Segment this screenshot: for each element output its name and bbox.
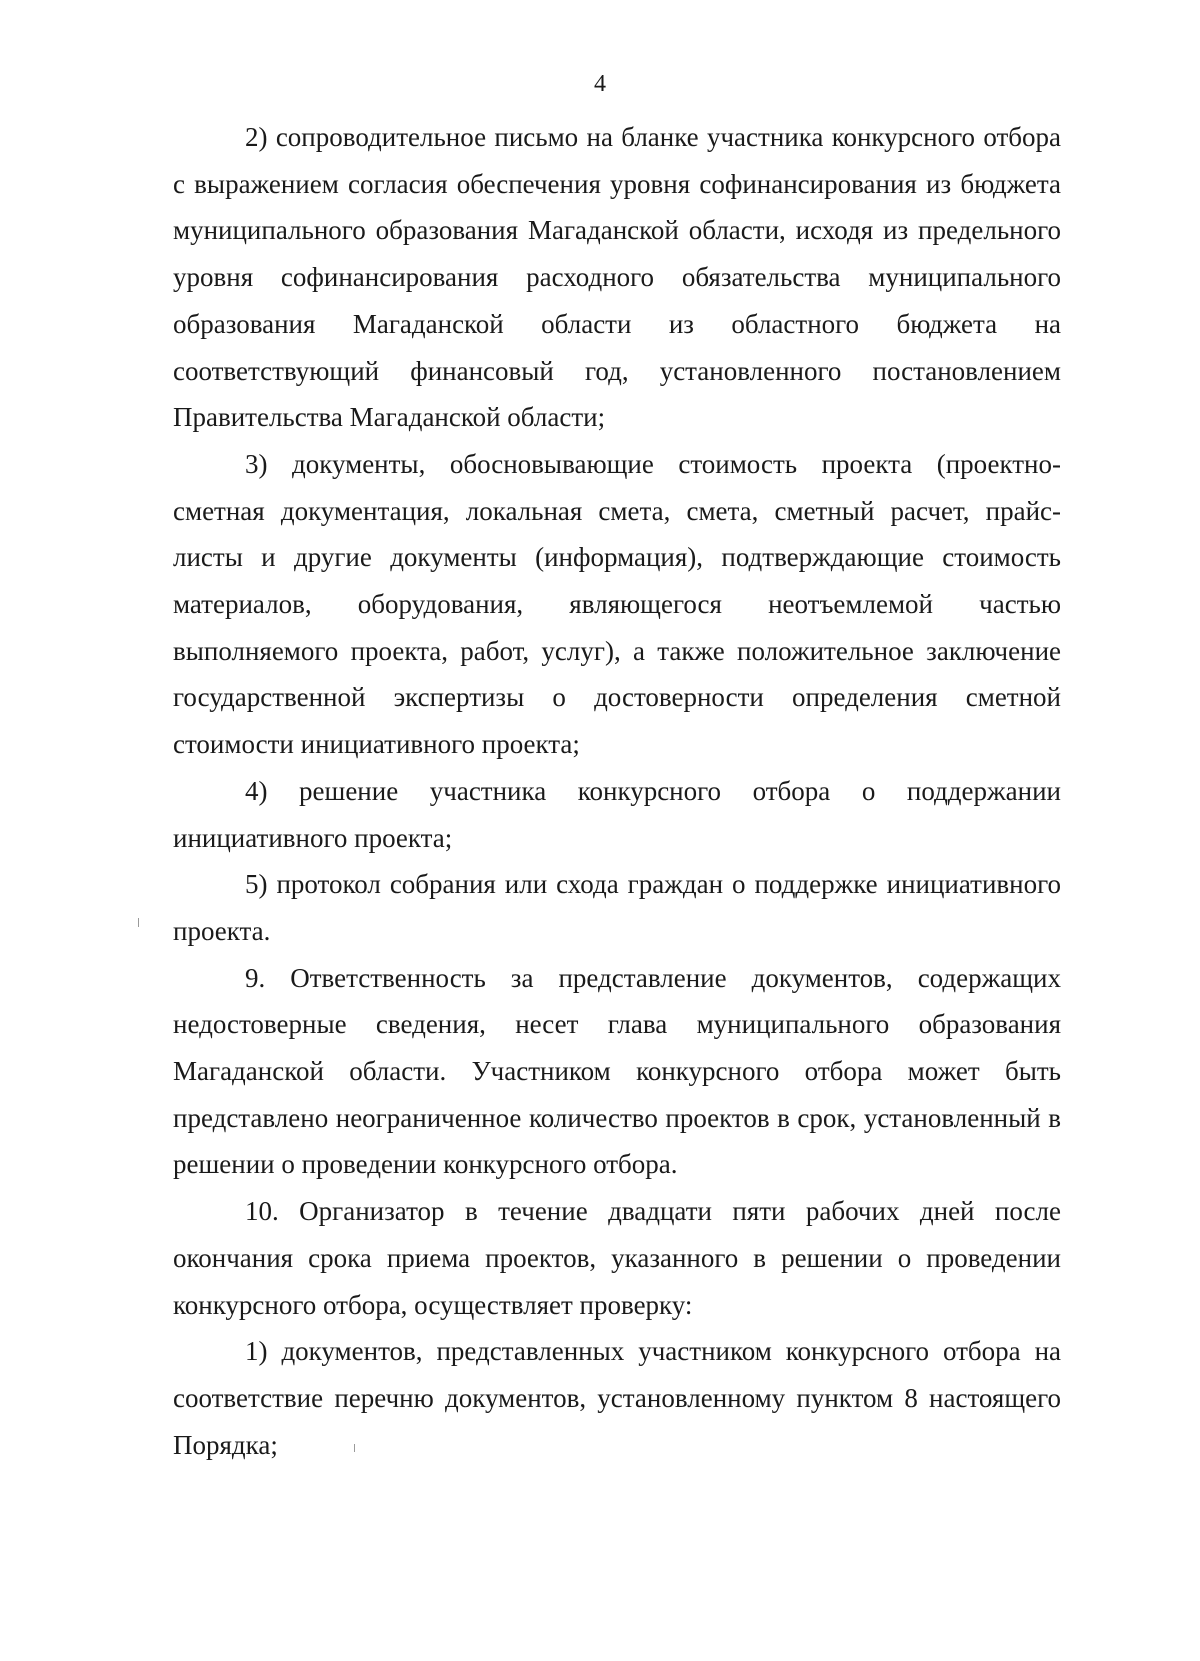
- paragraph-clause-10-organizer-check: 10. Организатор в течение двадцати пяти рабочих дней после окончания срока приема проектов, указанного в решении о проведении конкурсного отбора, осуществляет проверку:: [173, 1196, 1061, 1320]
- document-body: [173, 114, 1061, 1468]
- page-number: 4: [594, 71, 606, 97]
- paragraph-clause-9-responsibility: 9. Ответственность за представление документов, содержащих недостоверные сведения, несет глава муниципального образования Магаданской области. Участником конкурсного отбора может быть представлено неограниченное количество проектов в срок, установленный в решении о проведении конкурсного отбора.: [173, 962, 1061, 1180]
- scan-artifact-mark: [354, 1444, 355, 1452]
- paragraph-item-5-meeting-protocol: 5) протокол собрания или схода граждан о поддержке инициативного проекта.: [173, 869, 1061, 946]
- scan-artifact-mark: [138, 918, 139, 927]
- paragraph-item-3-cost-documents: 3) документы, обосновывающие стоимость проекта (проектно-сметная документация, локальная смета, смета, сметный расчет, прайс-листы и другие документы (информация), подтверждающие стоимость материалов, оборудования, являющегося неотъемлемой частью выполняемого проекта, работ, услуг), а также положительное заключение государственной экспертизы о достоверности определения сметной стоимости инициативного проекта;: [173, 448, 1061, 760]
- paragraph-check-item-1: 1) документов, представленных участником конкурсного отбора на соответствие перечню документов, установленному пунктом 8 настоящего Порядка;: [173, 1336, 1061, 1460]
- paragraph-item-2-cover-letter: 2) сопроводительное письмо на бланке участника конкурсного отбора с выражением согласия обеспечения уровня софинансирования из бюджета муниципального образования Магаданской области, исходя из предельного уровня софинансирования расходного обязательства муниципального образования Магаданской области из областного бюджета на соответствующий финансовый год, установленного постановлением Правительства Магаданской области;: [173, 122, 1061, 433]
- paragraph-item-4-participant-decision: 4) решение участника конкурсного отбора о поддержании инициативного проекта;: [173, 775, 1061, 853]
